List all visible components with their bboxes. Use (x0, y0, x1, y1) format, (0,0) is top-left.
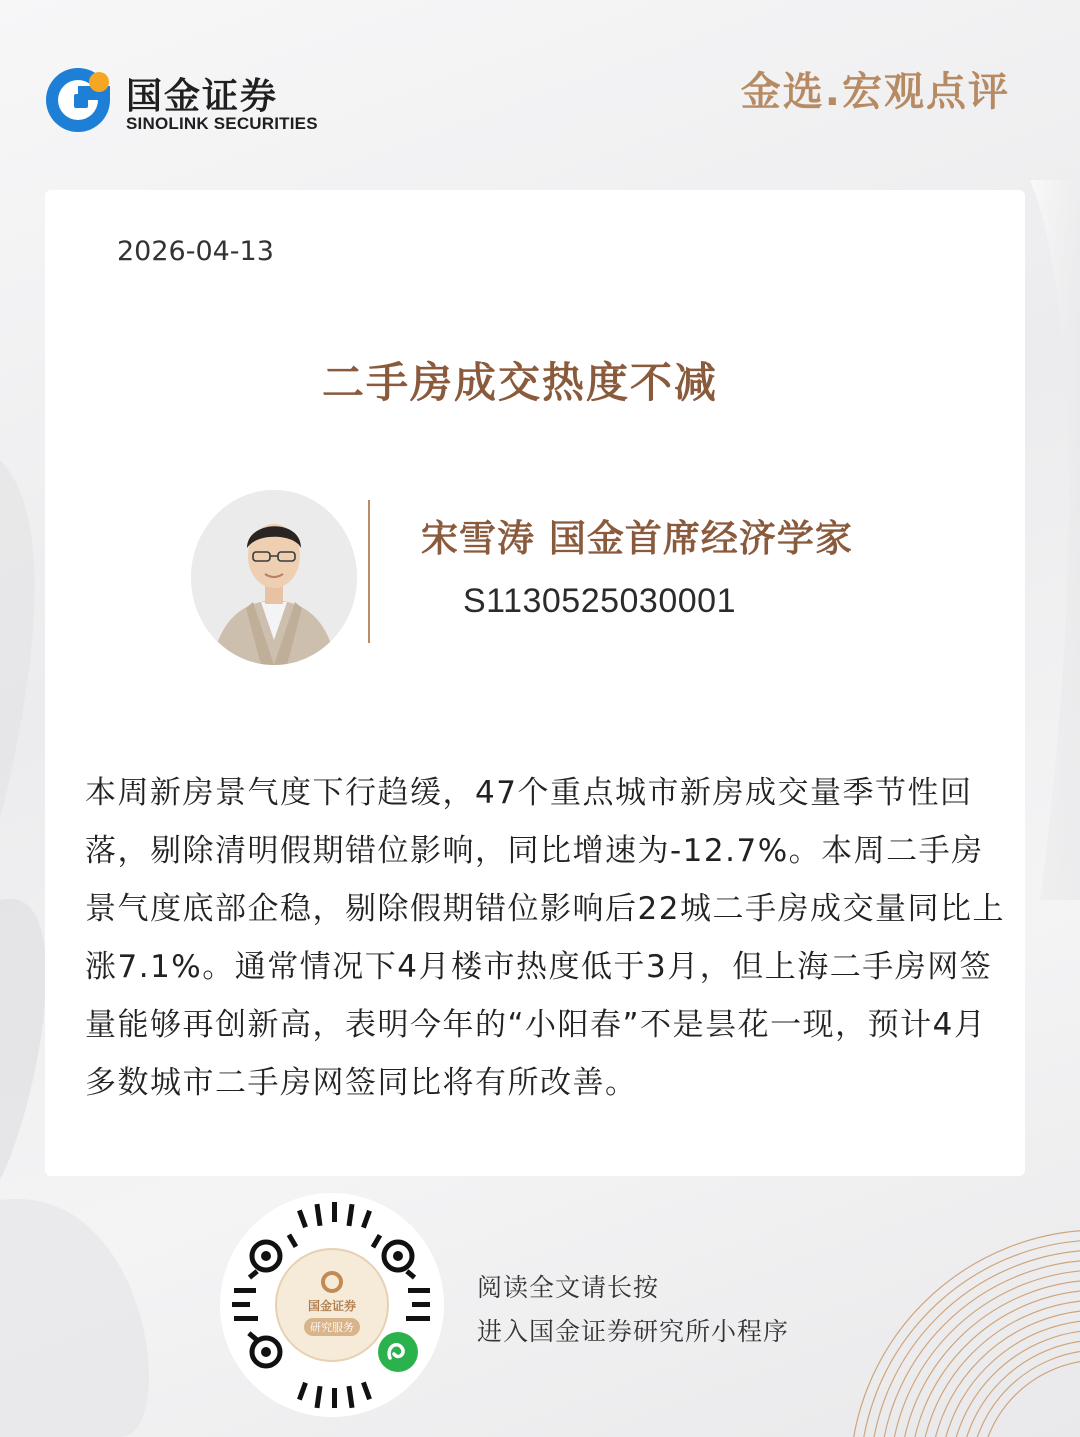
author-avatar (191, 490, 357, 665)
column-title: 金选.宏观点评 (740, 69, 1010, 115)
header (0, 0, 1080, 180)
article-summary: 本周新房景气度下行趋缓，47个重点城市新房成交量季节性回落，剔除清明假期错位影响，同比增速为-12.7%。本周二手房景气度底部企稳，剔除假期错位影响后22城二手房成交量同比上涨7.1%。通常情况下4月楼市热度低于3月，但上海二手房网签量能够再创新高，表明今年的“小阳春”不是昙花一现，预计4月多数城市二手房网签同比将有所改善。 (85, 775, 1005, 1101)
brand-name-en: SINOLINK SECURITIES (126, 114, 318, 133)
article-card (45, 190, 1025, 1176)
author-divider (368, 500, 370, 643)
cta-long-press: 阅读全文请长按 (477, 1273, 660, 1302)
gold-rings-decoration (820, 1210, 1080, 1437)
author-certificate-number: S1130525030001 (463, 582, 736, 620)
sinolink-logo-icon (44, 66, 112, 134)
brand-logo (44, 66, 344, 138)
cta-enter-mini-program: 进入国金证券研究所小程序 (477, 1317, 790, 1346)
publish-date: 2026-04-13 (117, 236, 274, 267)
article-title: 二手房成交热度不减 (321, 358, 718, 407)
qr-center-brand: 国金证券 (307, 1299, 357, 1313)
author-portrait-icon (191, 490, 357, 665)
mini-program-qr-code-icon[interactable] (220, 1192, 444, 1418)
brand-name-cn: 国金证券 (126, 76, 279, 117)
author-name-title: 宋雪涛 国金首席经济学家 (421, 517, 853, 560)
qr-center-service: 研究服务 (310, 1321, 354, 1334)
